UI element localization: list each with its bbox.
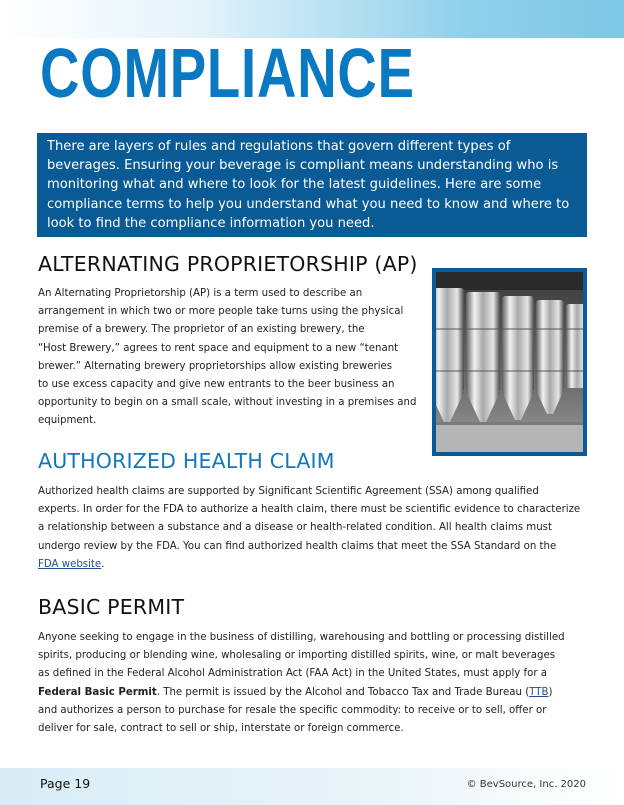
- ahc-paragraph: [38, 483, 590, 574]
- ahc-line: a relationship between a substance and a disease or health-related condition. All health claims must: [38, 522, 552, 534]
- page-title: COMPLIANCE: [40, 34, 415, 112]
- copyright-text: © BevSource, Inc. 2020: [466, 779, 586, 790]
- ap-line: equipment.: [38, 415, 97, 427]
- top-gradient-band: [0, 0, 624, 38]
- ahc-line: Authorized health claims are supported by Significant Scientific Agreement (SSA) among qualified: [38, 486, 539, 497]
- federal-basic-permit-term: Federal Basic Permit: [38, 686, 157, 698]
- bp-line: Anyone seeking to engage in the business of distilling, warehousing and bottling or processing distilled: [38, 632, 565, 643]
- ap-line: brewer.” Alternating brewery proprietorships allow existing breweries: [38, 360, 393, 372]
- ap-line: to use excess capacity and give new entrants to the beer business an: [38, 379, 395, 391]
- heading-basic-permit: BASIC PERMIT: [38, 595, 185, 619]
- bp-paragraph: [38, 629, 590, 738]
- bp-line4-end: ): [548, 686, 553, 698]
- ahc-suffix: .: [101, 558, 105, 570]
- heading-alternating-proprietorship: ALTERNATING PROPRIETORSHIP (AP): [38, 252, 418, 276]
- ap-line: opportunity to begin on a small scale, without investing in a premises and: [38, 397, 417, 409]
- bp-line: as defined in the Federal Alcohol Administration Act (FAA Act) in the United States, must apply for a: [38, 668, 548, 680]
- bp-line: spirits, producing or blending wine, wholesaling or importing distilled spirits, wine, or malt beverages: [38, 650, 556, 662]
- ap-line: An Alternating Proprietorship (AP) is a term used to describe an: [38, 288, 363, 299]
- bp-line: deliver for sale, contract to sell or ship, interstate or foreign commerce.: [38, 723, 404, 735]
- fda-website-link[interactable]: FDA website: [38, 558, 102, 570]
- ap-line: “Host Brewery,” agrees to rent space and equipment to a new “tenant: [38, 342, 399, 354]
- intro-box: [37, 133, 587, 237]
- ahc-line: experts. In order for the FDA to authorize a health claim, there must be scientific evidence to characterize: [38, 504, 581, 516]
- bp-line4-mid: . The permit is issued by the Alcohol and Tobacco Tax and Trade Bureau (: [156, 686, 530, 698]
- heading-authorized-health-claim: AUTHORIZED HEALTH CLAIM: [38, 449, 335, 473]
- brewery-tanks-photo: [432, 268, 587, 456]
- ahc-line: undergo review by the FDA. You can find authorized health claims that meet the SSA Standard on the: [38, 540, 557, 552]
- page-number: Page 19: [40, 776, 91, 791]
- ttb-link[interactable]: TTB: [529, 686, 549, 698]
- intro-text: There are layers of rules and regulations that govern different types of beverages. Ensuring your beverage is compliant means understanding who is monitoring what and where to look for the latest guidelines. Here are some compliance terms to help you understand what you need to know and where to look to find the compliance information you need.: [47, 139, 570, 231]
- ap-line: arrangement in which two or more people take turns using the physical: [38, 306, 404, 318]
- bp-line: and authorizes a person to purchase for resale the specific commodity: to receive or to sell, offer or: [38, 704, 547, 716]
- ap-paragraph: [38, 285, 428, 431]
- ap-line: premise of a brewery. The proprietor of an existing brewery, the: [38, 324, 365, 336]
